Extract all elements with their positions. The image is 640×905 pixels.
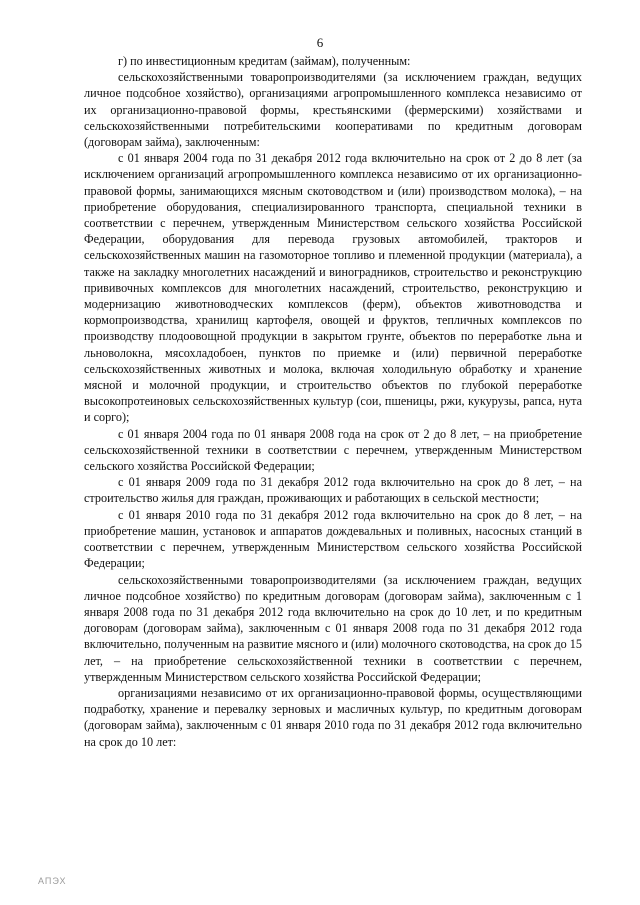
paragraph-borrowers: сельскохозяйственными товаропроизводителями (за исключением граждан, ведущих личное подсобное хозяйство), организациями агропромышленного комплекса независимо от их организационно-правовой формы, крестьянскими (фермерскими) хозяйствами и сельскохозяйственными потребительскими кооперативами по кредитным договорам (договорам займа), заключенным: [84, 70, 582, 150]
document-body [84, 53, 582, 750]
paragraph-2009-2012: с 01 января 2009 года по 31 декабря 2012 года включительно на срок до 8 лет, – на строительство жилья для граждан, проживающих и работающих в сельской местности; [84, 475, 582, 506]
paragraph-producers: сельскохозяйственными товаропроизводителями (за исключением граждан, ведущих личное подсобное хозяйство) по кредитным договорам (договорам займа), заключенным с 1 января 2008 года по 31 декабря 2012 года включительно на срок до 10 лет, и по кредитным договорам (договорам займа), заключенным с 01 января 2008 года по 31 декабря 2012 года включительно, полученным на развитие мясного и (или) молочного скотоводства, на срок до 15 лет, – на приобретение сельскохозяйственной техники в соответствии с перечнем, утвержденным Министерством сельского хозяйства Российской Федерации; [84, 572, 582, 684]
paragraph-clause-g: г) по инвестиционным кредитам (займам), полученным: [118, 54, 411, 68]
paragraph-2004-2012: с 01 января 2004 года по 31 декабря 2012 года включительно на срок от 2 до 8 лет (за исключением организаций агропромышленного комплекса независимо от их организационно-правовой формы, занимающихся мясным скотоводством и (или) производством молока), – на приобретение оборудования, специализированного транспорта, специальной техники в соответствии с перечнем, утвержденным Министерством сельского хозяйства Российской Федерации, оборудования для перевода грузовых автомобилей, тракторов и сельскохозяйственных машин на газомоторное топливо и племенной продукции (материала), а также на закладку многолетних насаждений и виноградников, строительство и реконструкцию прививочных комплексов для многолетних насаждений, строительство, реконструкцию и модернизацию животноводческих комплексов (ферм), объектов животноводства и кормопроизводства, хранилищ картофеля, овощей и фруктов, тепличных комплексов по производству плодоовощной продукции в закрытом грунте, объектов по переработке льна и льноволокна, мясохладобоен, пунктов по приемке и (или) первичной переработке сельскохозяйственных животных и молока, включая холодильную обработку и хранение мясной и молочной продукции, и строительство объектов по глубокой переработке высокопротеиновых сельскохозяйственных культур (сои, пшеницы, ржи, кукурузы, рапса, нута и сорго); [84, 151, 582, 425]
paragraph-2010-2012: с 01 января 2010 года по 31 декабря 2012 года включительно на срок до 8 лет, – на приобретение машин, установок и аппаратов дождевальных и поливных, насосных станций в соответствии с перечнем, утвержденным Министерством сельского хозяйства Российской Федерации; [84, 507, 582, 571]
page-number: 6 [316, 35, 324, 50]
corner-mark: АПЭХ [38, 876, 67, 886]
paragraph-2004-2008: с 01 января 2004 года по 01 января 2008 года на срок от 2 до 8 лет, – на приобретение сельскохозяйственной техники в соответствии с перечнем, утвержденным Министерством сельского хозяйства Российской Федерации; [84, 426, 582, 474]
paragraph-organizations: организациями независимо от их организационно-правовой формы, осуществляющими подработку, хранение и перевалку зерновых и масличных культур, по кредитным договорам (договорам займа), заключенным с 01 января 2010 года по 31 декабря 2012 года включительно на срок до 10 лет: [84, 685, 582, 749]
